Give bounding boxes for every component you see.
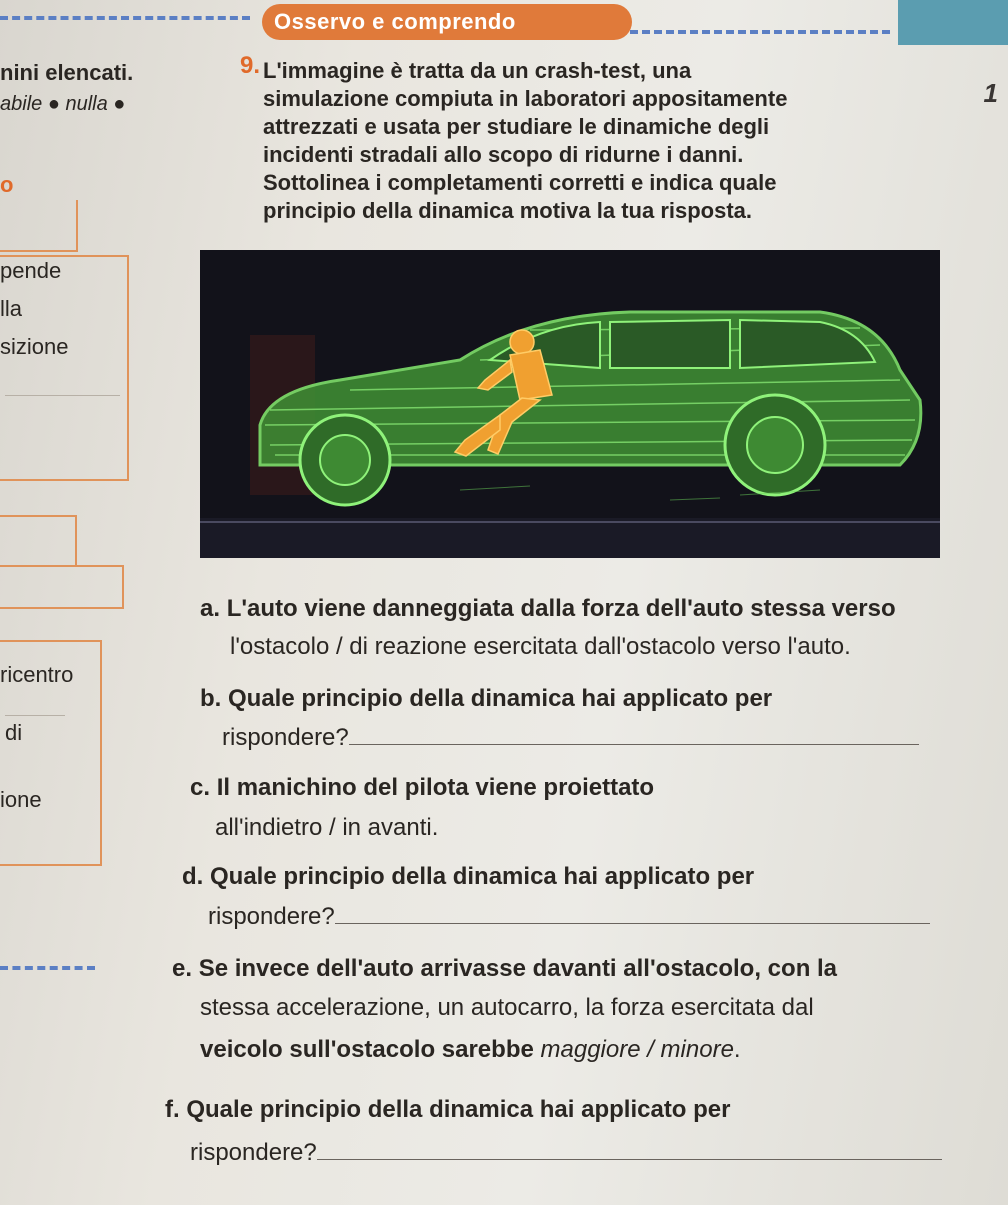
question-label: a. — [200, 595, 221, 622]
question-e-line2: stessa accelerazione, un autocarro, la forza esercitata dal — [200, 994, 814, 1021]
left-answer-box — [0, 565, 124, 609]
left-text-fragment: o — [0, 172, 14, 197]
question-c — [190, 773, 654, 803]
question-a — [200, 594, 896, 624]
divider — [5, 395, 120, 396]
left-text-fragment: ione — [0, 787, 42, 812]
question-c-options: all'indietro / in avanti. — [215, 814, 439, 841]
question-label: c. — [190, 774, 211, 801]
instruction-line: principio della dinamica motiva la tua risposta. — [263, 198, 753, 223]
left-text-fragment: di — [5, 720, 23, 745]
left-text-fragment: pende — [0, 258, 62, 283]
section-banner: Osservo e comprendo — [262, 4, 632, 40]
left-answer-box — [0, 515, 77, 567]
exercise-instructions — [263, 57, 873, 225]
instruction-line: attrezzati e usata per studiare le dinamiche degli — [263, 114, 770, 139]
question-options: maggiore / minore — [540, 1036, 734, 1063]
question-e-line3 — [200, 1035, 741, 1065]
question-d-answer-line — [208, 902, 930, 932]
answer-prompt: rispondere? — [208, 903, 335, 930]
question-text: Quale principio della dinamica hai applicato per — [228, 685, 773, 712]
left-answer-box — [0, 200, 78, 252]
instruction-line: simulazione compiuta in laboratori appositamente — [263, 86, 788, 111]
header-dashed-line-left — [0, 16, 250, 20]
divider — [5, 715, 65, 716]
question-text: Il manichino del pilota viene proiettato — [216, 774, 655, 801]
question-b-answer-line — [222, 723, 919, 753]
question-label: f. — [165, 1096, 180, 1123]
left-text-fragment: lla — [0, 296, 23, 321]
left-answer-box — [0, 255, 129, 481]
question-label: d. — [182, 863, 204, 890]
question-label: b. — [200, 685, 222, 712]
question-text: L'auto viene danneggiata dalla forza dell'auto stessa verso — [226, 595, 896, 622]
left-text-fragment: sizione — [0, 334, 69, 359]
crash-test-image — [200, 250, 940, 558]
header-dashed-line-right — [630, 30, 890, 34]
left-text-fragment: nini elencati. — [0, 60, 134, 85]
instruction-line: L'immagine è tratta da un crash-test, una — [263, 58, 692, 83]
crash-test-car-illustration — [200, 250, 940, 558]
answer-prompt: rispondere? — [190, 1139, 317, 1166]
question-e — [172, 954, 837, 984]
answer-blank[interactable] — [335, 923, 930, 924]
question-text: Quale principio della dinamica hai applicato per — [186, 1096, 731, 1123]
exercise-number: 9. — [240, 52, 261, 79]
answer-blank[interactable] — [317, 1159, 942, 1160]
page-number: 1 — [983, 78, 998, 108]
question-label: e. — [172, 955, 193, 982]
question-b — [200, 684, 772, 714]
corner-tab — [898, 0, 1008, 45]
instruction-line: incidenti stradali allo scopo di ridurne i danni. — [263, 142, 744, 167]
left-text-fragment: ricentro — [0, 662, 74, 687]
question-text: Quale principio della dinamica hai applicato per — [210, 863, 755, 890]
question-f-answer-line — [190, 1138, 942, 1168]
question-f — [165, 1095, 730, 1125]
dashed-separator — [0, 966, 95, 970]
instruction-line: Sottolinea i completamenti corretti e indica quale — [263, 170, 777, 195]
question-d — [182, 862, 754, 892]
answer-blank[interactable] — [349, 744, 919, 745]
question-text: veicolo sull'ostacolo sarebbe — [200, 1036, 541, 1063]
left-text-fragment: abile ● nulla ● — [0, 93, 126, 115]
question-a-options: l'ostacolo / di reazione esercitata dall'ostacolo verso l'auto. — [230, 633, 851, 660]
question-text: Se invece dell'auto arrivasse davanti all'ostacolo, con la — [198, 955, 838, 982]
answer-prompt: rispondere? — [222, 724, 349, 751]
question-text: . — [733, 1036, 741, 1063]
